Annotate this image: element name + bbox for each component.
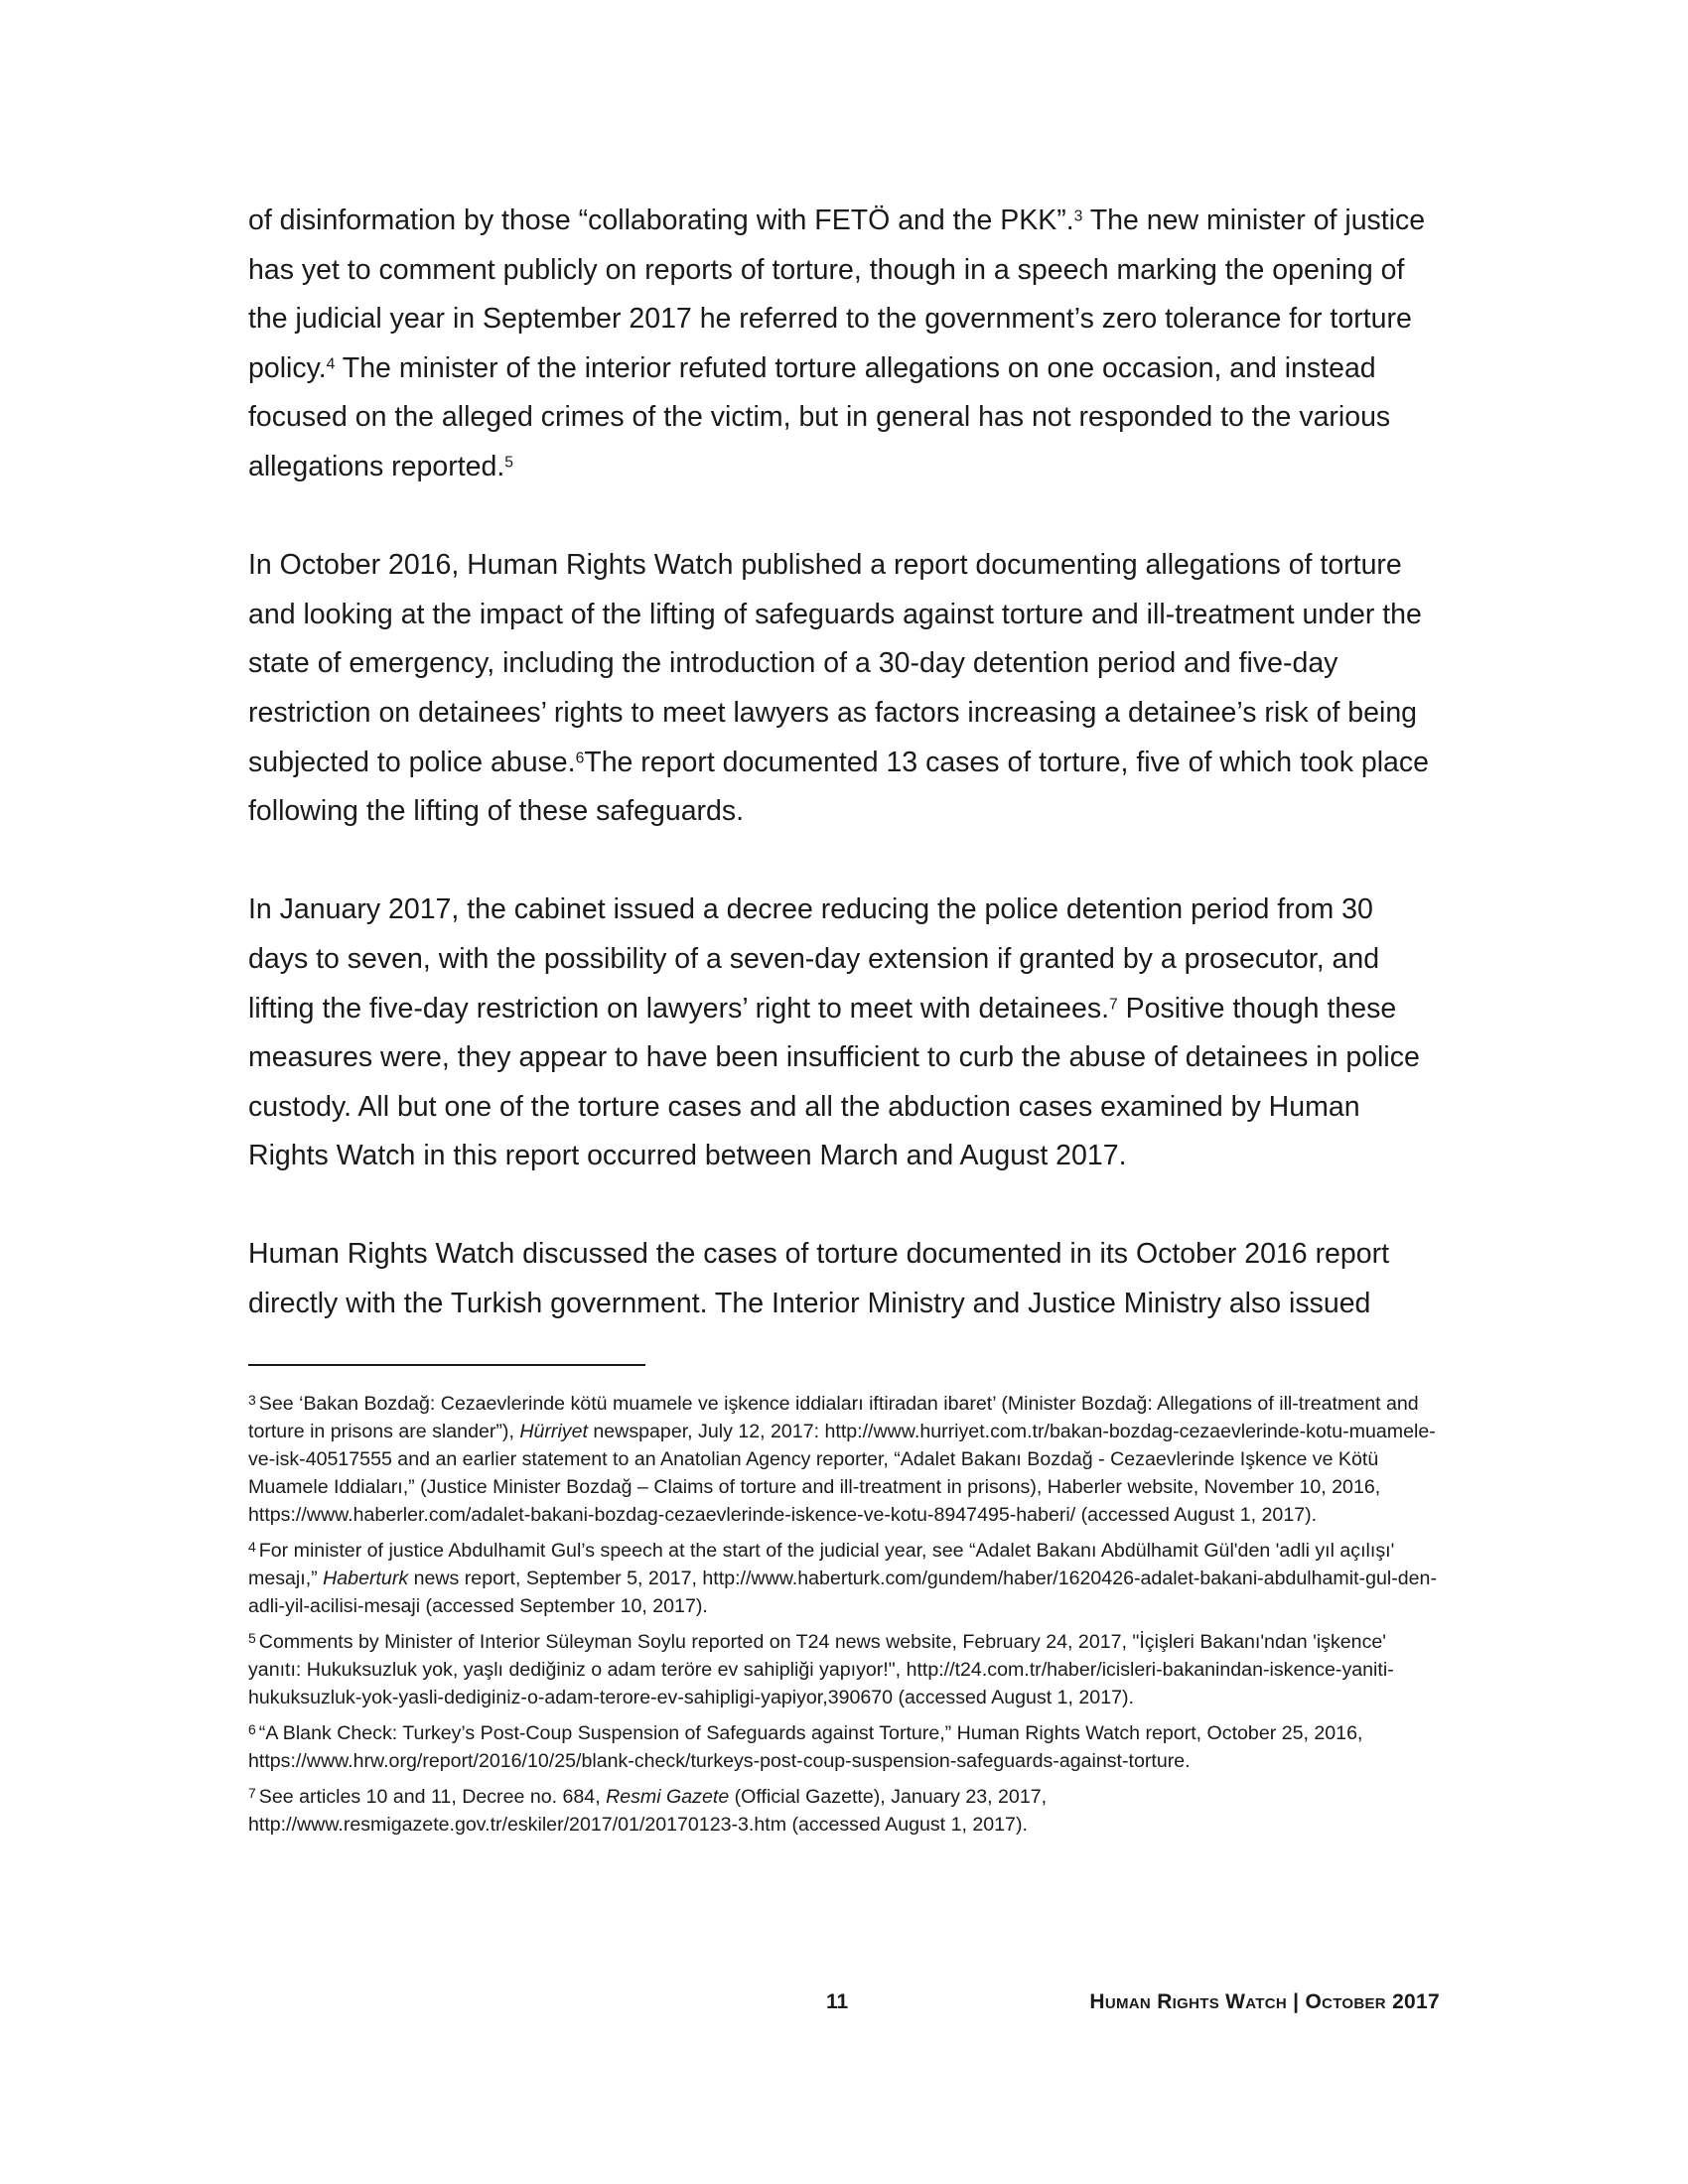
body-paragraph — [248, 197, 1440, 492]
page-footer — [248, 1990, 1440, 2024]
footnote-ref: 7 — [1109, 995, 1118, 1013]
footnote-text: Comments by Minister of Interior Süleyman Soylu reported on T24 news website, February 24, 2017, "İçişleri Bakanı'ndan 'işkence' yanıtı: Hukuksuzluk yok, yaşlı dediğiniz o adam teröre ev sahipliği yapıyor!", http://t24.com.tr/haber/icisleri-bakanindan-iskence-yaniti-hukuksuzluk-yok-yasli-dediginiz-o-adam-terore-ev-sahipligi-yapiyor,390670 (accessed August 1, 2017). — [248, 1631, 1394, 1708]
footnote-separator — [248, 1364, 645, 1366]
publication-title: Hürriyet — [519, 1421, 588, 1442]
text-run: In January 2017, the cabinet issued a decree reducing the police detention period from 30 days to seven, with the possibility of a seven-day extension if granted by a prosecutor, and lifting the five-day restriction on lawyers’ right to meet with detainees. — [248, 893, 1380, 1024]
text-run: Human Rights Watch discussed the cases of torture documented in its October 2016 report directly with the Turkish government. The Interior Ministry and Justice Ministry also issued — [248, 1238, 1390, 1320]
text-run: The new minister of justice has yet to comment publicly on reports of torture, though in a speech marking the opening of the judicial year in September 2017 he referred to the government’s zero tolerance for torture policy. — [248, 205, 1426, 384]
footnote-text: (Official Gazette), January 23, 2017, http://www.resmigazete.gov.tr/eskiler/2017/01/20170123-3.htm (accessed August 1, 2017). — [248, 1786, 1048, 1836]
footnote-number: 6 — [248, 1721, 256, 1737]
footnote-text: See articles 10 and 11, Decree no. 684, — [258, 1786, 607, 1808]
body-paragraph — [248, 1230, 1440, 1328]
body-text — [248, 197, 1440, 1329]
footnote-text: See ‘Bakan Bozdağ: Cezaevlerinde kötü muamele ve işkence iddiaları iftiradan ibaret’ (Minister Bozdağ: Allegations of ill-treatment and torture in prisons are slander”), — [248, 1393, 1419, 1442]
footnote-text: news report, September 5, 2017, http://www.haberturk.com/gundem/haber/1620426-adalet-bakani-abdulhamit-gul-den-adli-yil-acilisi-mesaji (accessed September 10, 2017). — [248, 1568, 1437, 1617]
text-run: The minister of the interior refuted torture allegations on one occasion, and instead focused on the alleged crimes of the victim, but in general has not responded to the various allegations reported. — [248, 351, 1391, 482]
footnote — [248, 1779, 1440, 1839]
footnote-ref: 6 — [575, 749, 585, 766]
body-paragraph — [248, 541, 1440, 837]
page-number: 11 — [826, 1990, 849, 2013]
footnote — [248, 1715, 1440, 1775]
footnote-number: 4 — [248, 1539, 256, 1555]
publication-title: Resmi Gazete — [606, 1786, 730, 1808]
text-run: Positive though these measures were, they appear to have been insufficient to curb the abuse of detainees in police custody. All but one of the torture cases and all the abduction cases examined by Human Rights Watch in this report occurred between March and August 2017. — [248, 992, 1420, 1172]
body-paragraph — [248, 886, 1440, 1181]
running-footer: Human Rights Watch | October 2017 — [1089, 1990, 1440, 2013]
text-run: The report documented 13 cases of torture, five of which took place following the lifting of these safeguards. — [248, 746, 1429, 828]
text-run: In October 2016, Human Rights Watch published a report documenting allegations of torture and looking at the impact of the lifting of safeguards against torture and ill-treatment under the state of emergency, including the introduction of a 30-day detention period and five-day restriction on detainees’ rights to meet lawyers as factors increasing a detainee’s risk of being subjected to police abuse. — [248, 549, 1422, 778]
text-run: of disinformation by those “collaborating with FETÖ and the PKK”. — [248, 205, 1074, 236]
footnote-text: For minister of justice Abdulhamit Gul’s speech at the start of the judicial year, see “Adalet Bakanı Abdülhamit Gül'den 'adli yıl açılışı' mesajı,” — [248, 1540, 1395, 1589]
publication-title: Haberturk — [323, 1568, 409, 1589]
footnote — [248, 1386, 1440, 1529]
footnote — [248, 1533, 1440, 1620]
footnote — [248, 1624, 1440, 1711]
footnote-ref: 5 — [504, 454, 513, 472]
footnote-number: 7 — [248, 1785, 256, 1801]
footnote-number: 5 — [248, 1630, 256, 1646]
footnotes — [248, 1386, 1440, 1843]
footnote-ref: 4 — [326, 355, 336, 373]
footnote-text: newspaper, July 12, 2017: http://www.hurriyet.com.tr/bakan-bozdag-cezaevlerinde-kotu-muamele-ve-isk-40517555 and an earlier statement to an Anatolian Agency reporter, “Adalet Bakanı Bozdağ - Cezaevlerinde Işkence ve Kötü Muamele Iddiaları,” (Justice Minister Bozdağ – Claims of torture and ill-treatment in prisons), Haberler website, November 10, 2016, https://www.haberler.com/adalet-bakani-bozdag-cezaevlerinde-iskence-ve-kotu-8947495-haberi/ (accessed August 1, 2017). — [248, 1421, 1436, 1526]
footnote-text: “A Blank Check: Turkey’s Post-Coup Suspension of Safeguards against Torture,” Human Rights Watch report, October 25, 2016, https://www.hrw.org/report/2016/10/25/blank-check/turkeys-post-coup-suspension-safeguards-against-torture. — [248, 1722, 1363, 1772]
footnote-ref: 3 — [1073, 207, 1083, 225]
footnote-number: 3 — [248, 1392, 256, 1408]
